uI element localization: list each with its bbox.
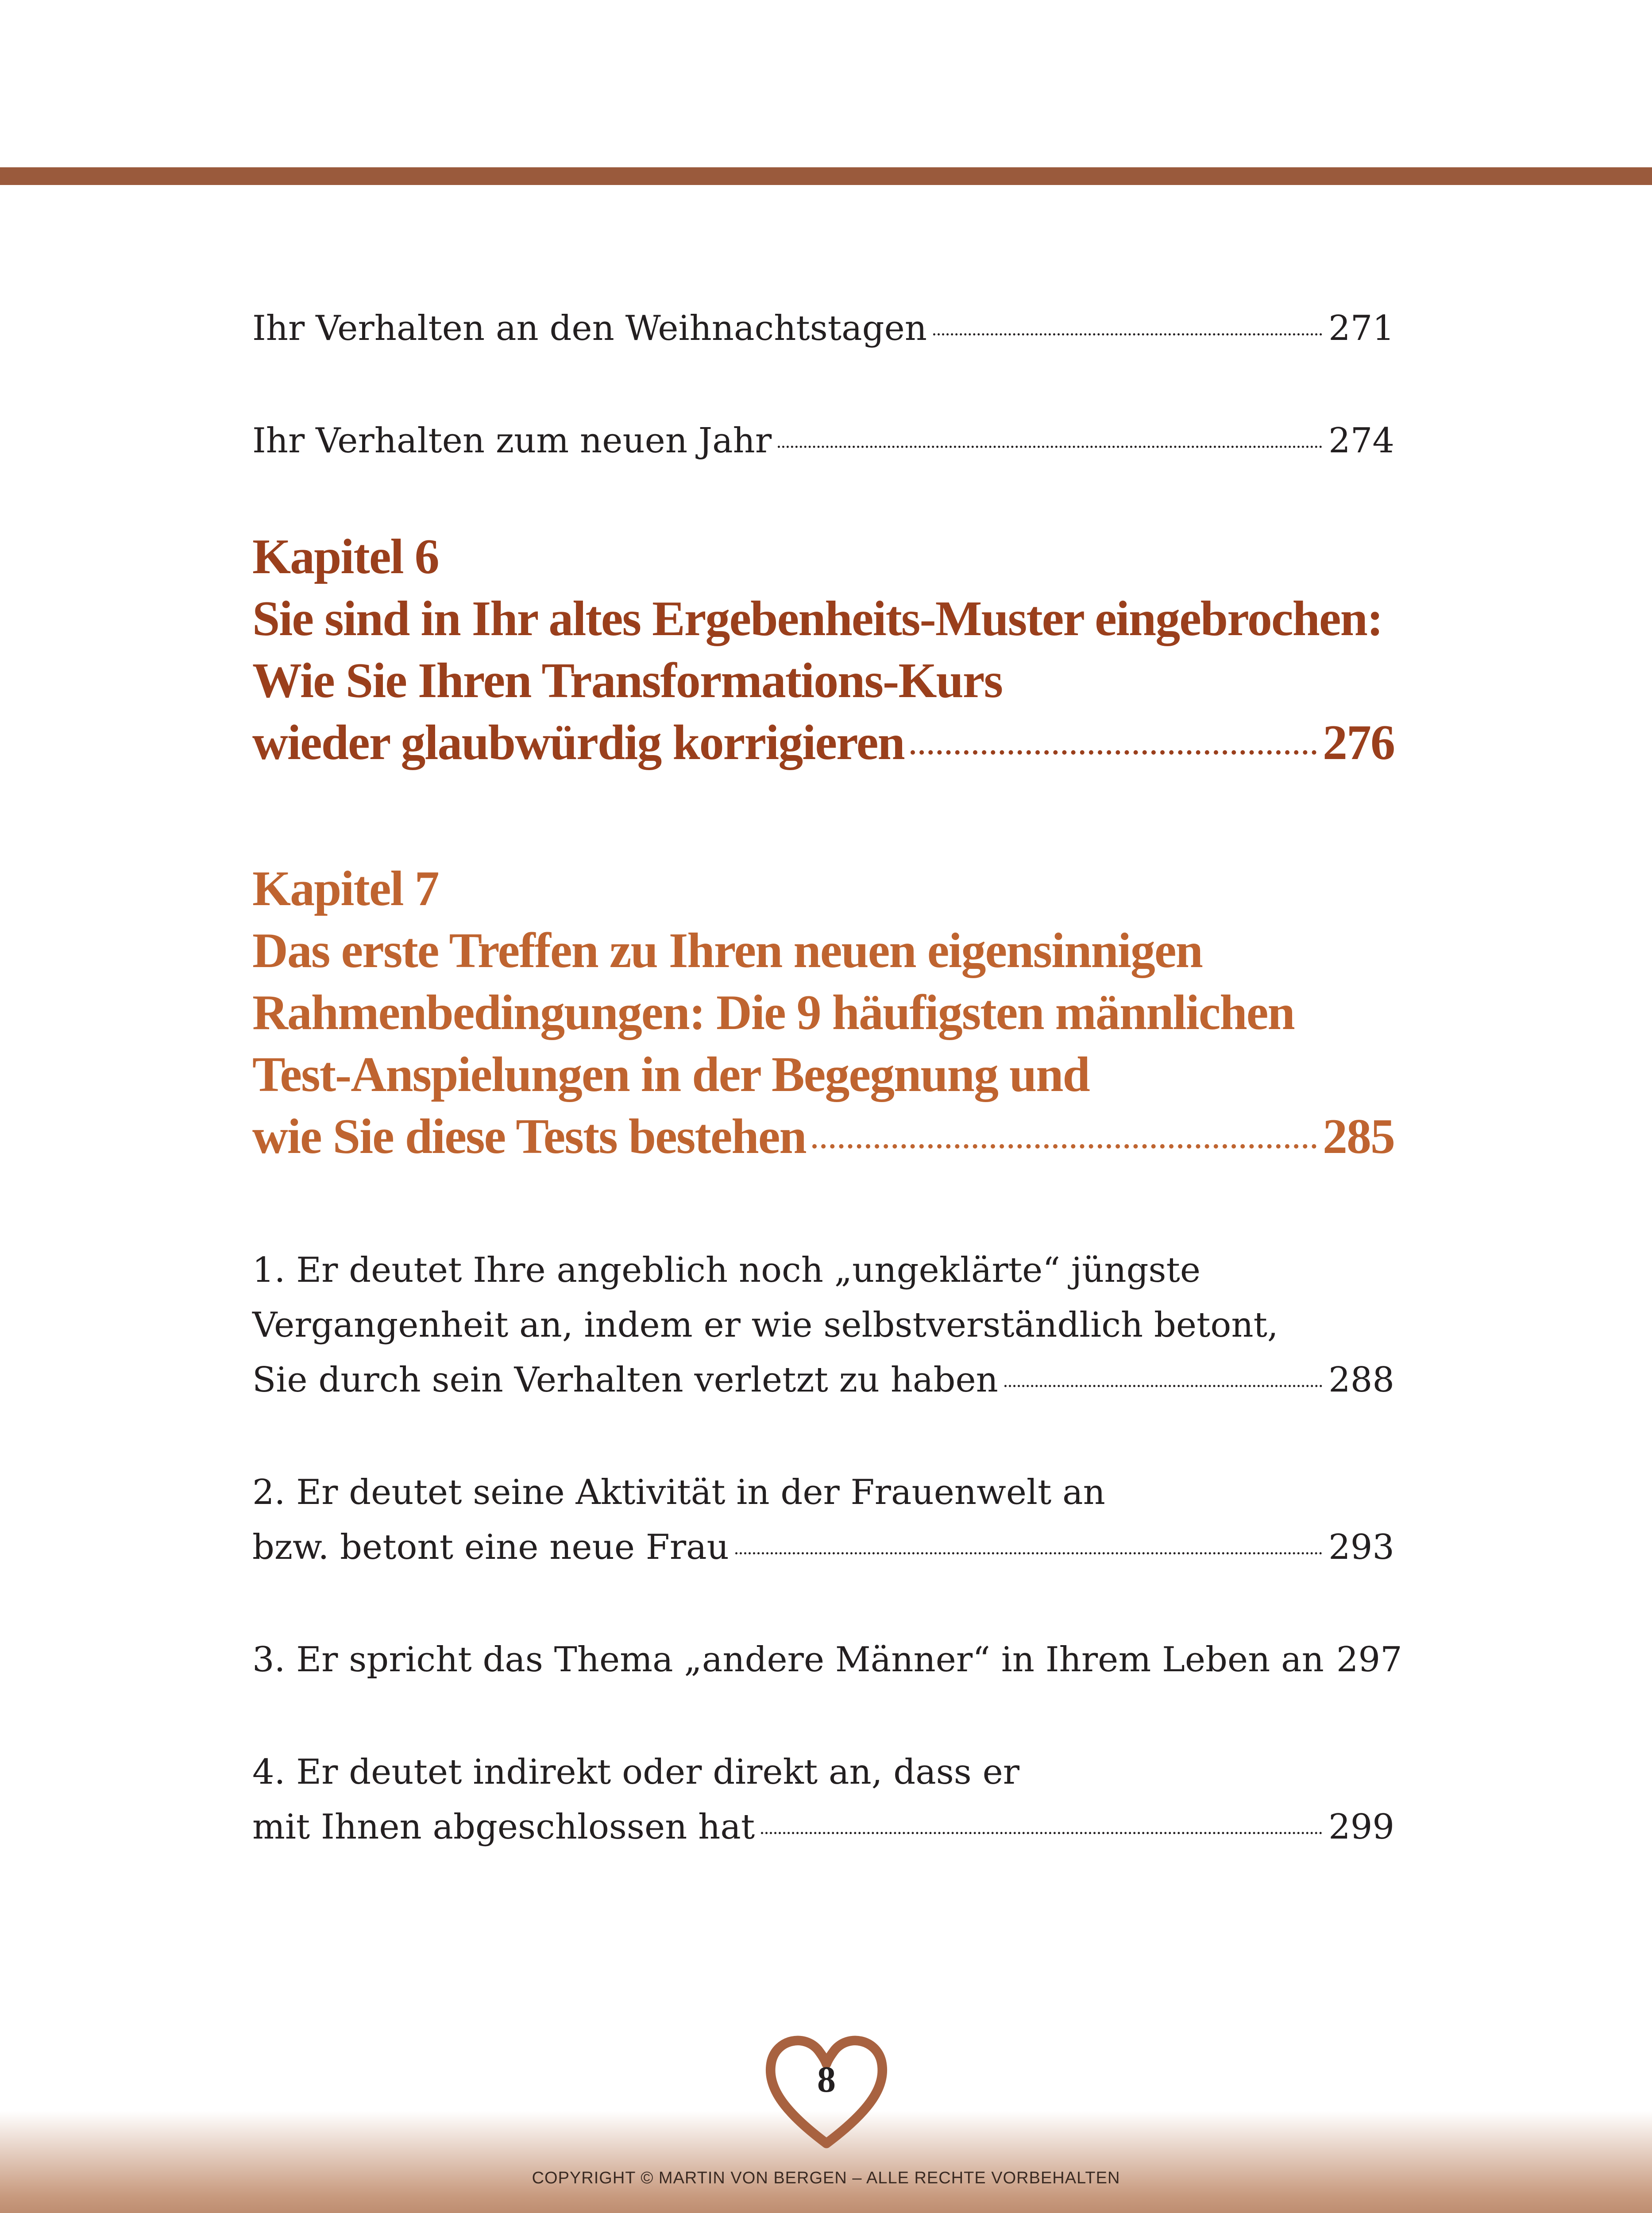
- top-rule: [0, 167, 1652, 185]
- toc-entry-page: 288: [1328, 1360, 1394, 1400]
- toc-entry-page: 299: [1328, 1807, 1394, 1847]
- toc-entry-line: mit Ihnen abgeschlossen hat: [252, 1807, 755, 1847]
- chapter-label: Kapitel 7: [252, 861, 439, 916]
- toc-entry-test-1[interactable]: [252, 1243, 1394, 1407]
- toc-entry-line: 4. Er deutet indirekt oder direkt an, dass er: [252, 1752, 1020, 1792]
- leader-dots: [1004, 1385, 1322, 1387]
- toc-entry-weihnachtstage[interactable]: [252, 301, 1394, 356]
- table-of-contents: [252, 301, 1402, 1854]
- leader-dots: [778, 446, 1322, 448]
- chapter-title-line: wieder glaubwürdig korrigieren: [252, 715, 904, 770]
- toc-entry-title: 3. Er spricht das Thema „andere Männer“ in Ihrem Leben an: [252, 1640, 1324, 1680]
- page-number: 8: [817, 2059, 836, 2100]
- toc-entry-title: Ihr Verhalten zum neuen Jahr: [252, 421, 772, 461]
- toc-entry-page: 274: [1328, 421, 1394, 461]
- toc-entry-page: 293: [1328, 1527, 1394, 1567]
- toc-entry-test-3[interactable]: [252, 1632, 1402, 1687]
- chapter-page: 285: [1323, 1109, 1394, 1164]
- chapter-title-line: Das erste Treffen zu Ihren neuen eigensinnigen: [252, 923, 1202, 978]
- toc-entry-line: Vergangenheit an, indem er wie selbstverständlich betont,: [252, 1305, 1278, 1345]
- leader-dots: [761, 1832, 1322, 1834]
- toc-entry-line: 2. Er deutet seine Aktivität in der Frauenwelt an: [252, 1473, 1105, 1512]
- chapter-title-line: Test-Anspielungen in der Begegnung und: [252, 1047, 1089, 1102]
- chapter-page: 276: [1323, 715, 1394, 770]
- copyright-notice: COPYRIGHT © MARTIN VON BERGEN – ALLE RECHTE VORBEHALTEN: [532, 2169, 1120, 2187]
- toc-entry-title: Ihr Verhalten an den Weihnachtstagen: [252, 308, 927, 348]
- toc-entry-line: 1. Er deutet Ihre angeblich noch „ungeklärte“ jüngste: [252, 1250, 1201, 1290]
- chapter-title-line: Wie Sie Ihren Transformations-Kurs: [252, 653, 1003, 708]
- toc-entry-test-2[interactable]: [252, 1465, 1394, 1575]
- leader-dots: [933, 333, 1322, 335]
- chapter-title-line: wie Sie diese Tests bestehen: [252, 1109, 806, 1164]
- chapter-7-entry[interactable]: [252, 858, 1394, 1168]
- toc-entry-test-4[interactable]: [252, 1745, 1394, 1854]
- toc-entry-neues-jahr[interactable]: [252, 413, 1394, 468]
- leader-dots: [812, 1144, 1316, 1149]
- chapter-label: Kapitel 6: [252, 529, 439, 584]
- chapter-6-entry[interactable]: [252, 526, 1394, 774]
- toc-entry-line: bzw. betont eine neue Frau: [252, 1527, 729, 1567]
- leader-dots: [735, 1552, 1322, 1554]
- toc-entry-page: 271: [1328, 308, 1394, 348]
- chapter-title-line: Sie sind in Ihr altes Ergebenheits-Muster eingebrochen:: [252, 591, 1383, 646]
- toc-entry-page: 297: [1336, 1640, 1402, 1680]
- chapter-title-line: Rahmenbedingungen: Die 9 häufigsten männlichen: [252, 985, 1294, 1040]
- toc-entry-line: Sie durch sein Verhalten verletzt zu haben: [252, 1360, 998, 1400]
- leader-dots: [911, 750, 1316, 755]
